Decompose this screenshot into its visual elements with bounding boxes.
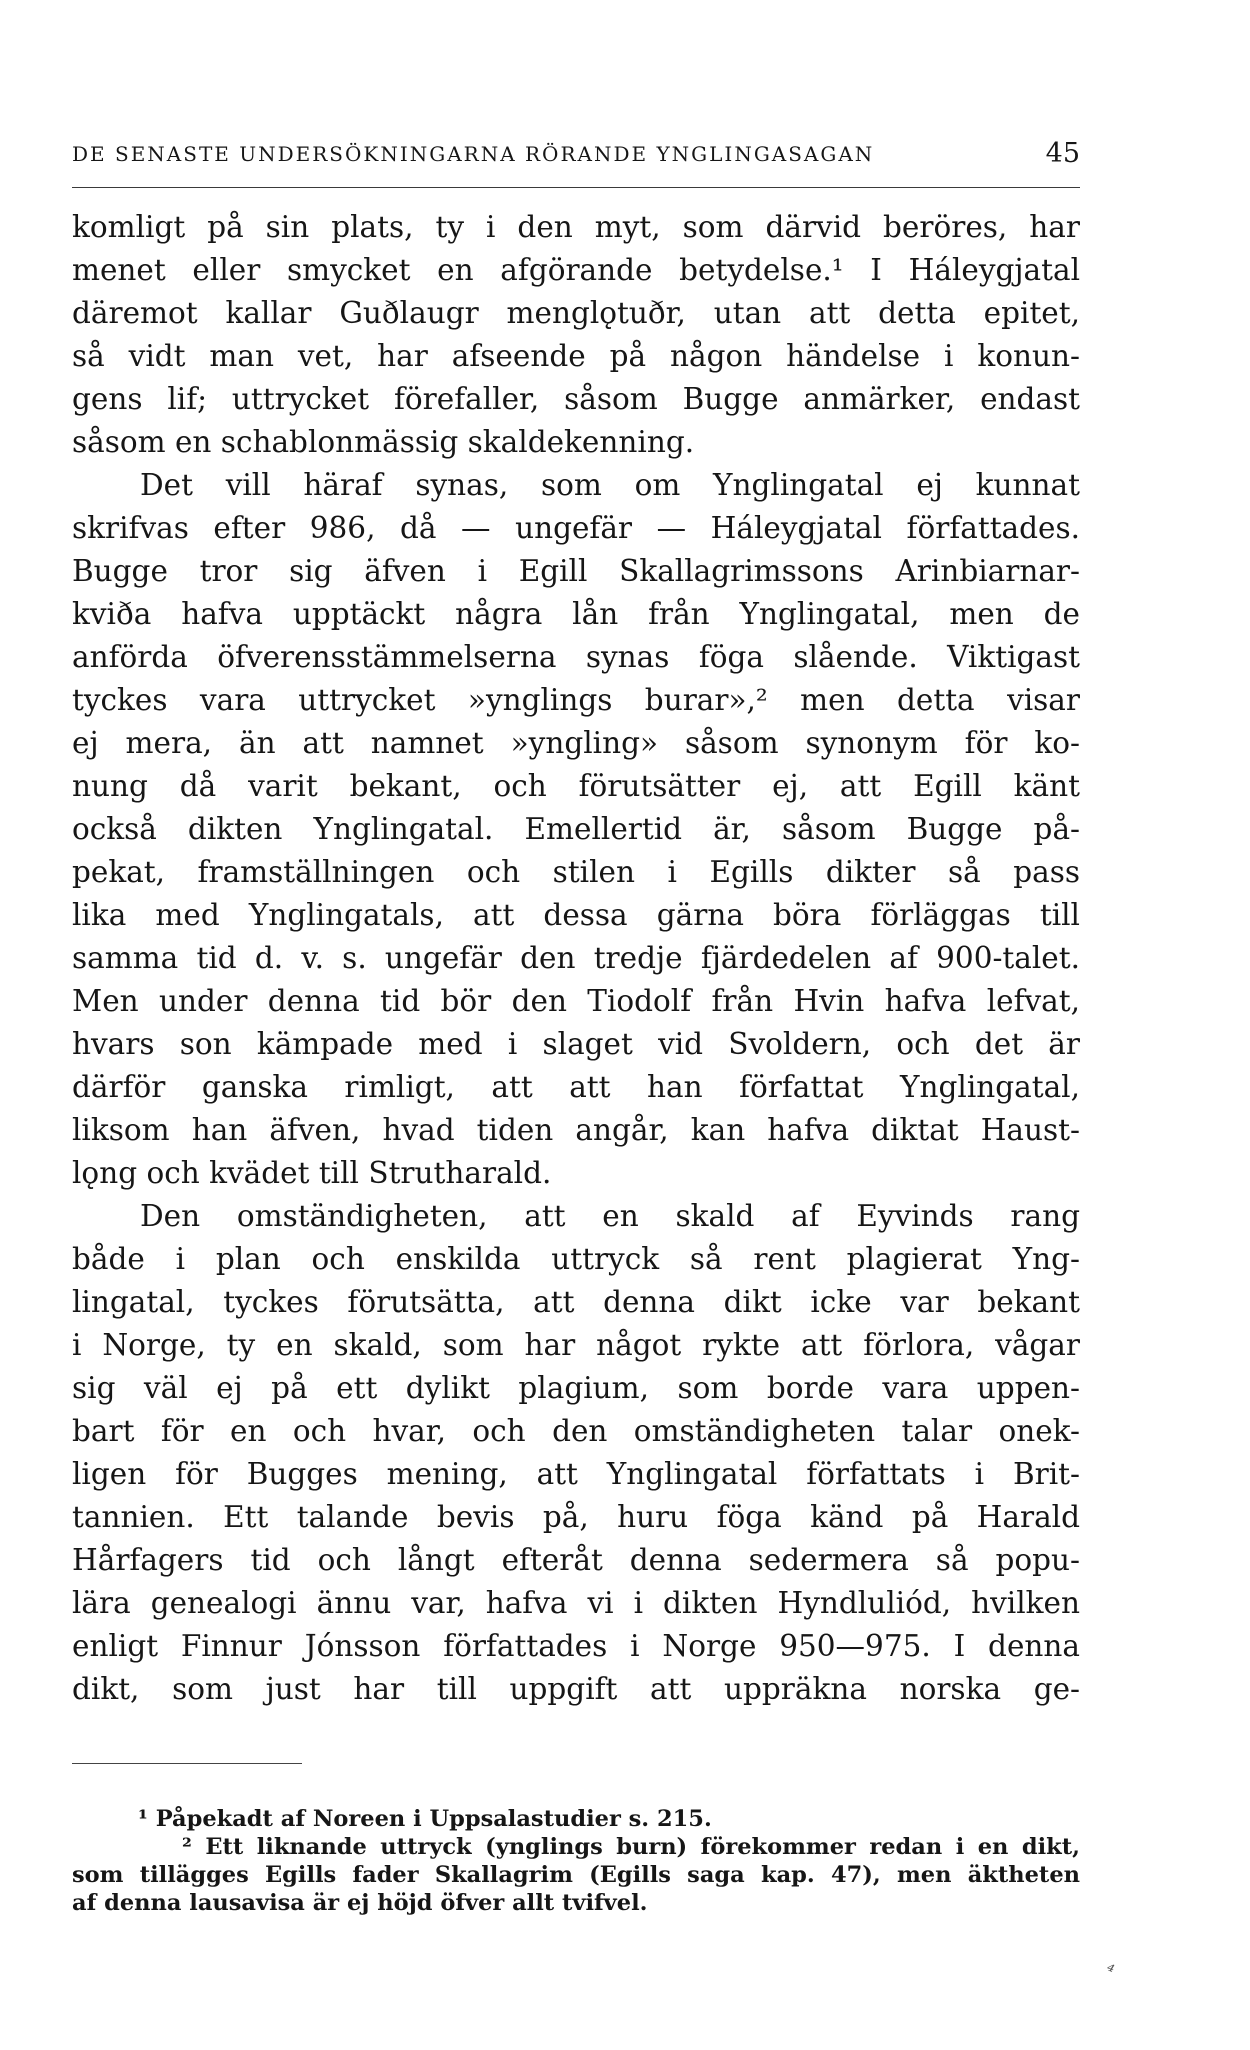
footnote-2-continued: af denna lausavisa är ej höjd öfver allt tvifvel.: [72, 1890, 648, 1916]
text-line: sig väl ej på ett dylikt plagium, som borde vara uppen-: [72, 1371, 1080, 1405]
footnote-1: ¹ Påpekadt af Noreen i Uppsalastudier s. 215.: [138, 1806, 712, 1832]
text-line: också dikten Ynglingatal. Emellertid är, såsom Bugge på-: [72, 812, 1080, 846]
corner-pencil-mark: ⁴: [1102, 1960, 1117, 1983]
text-line: dikt, som just har till uppgift att uppräkna norska ge-: [72, 1672, 1080, 1706]
text-line: nung då varit bekant, och förutsätter ej, att Egill känt: [72, 769, 1080, 803]
text-line: tannien. Ett talande bevis på, huru föga känd på Harald: [72, 1500, 1080, 1534]
text-line: lära genealogi ännu var, hafva vi i dikten Hyndluliód, hvilken: [72, 1586, 1080, 1620]
text-line: komligt på sin plats, ty i den myt, som därvid beröres, har: [72, 210, 1080, 244]
footnote-2-continued: som tillägges Egills fader Skallagrim (Egills saga kap. 47), men äktheten: [72, 1862, 1080, 1888]
text-line: Hårfagers tid och långt efteråt denna sedermera så popu-: [72, 1543, 1080, 1577]
text-line: anförda öfverensstämmelserna synas föga slående. Viktigast: [72, 640, 1080, 674]
text-line: pekat, framställningen och stilen i Egills dikter så pass: [72, 855, 1080, 889]
text-line: Men under denna tid bör den Tiodolf från Hvin hafva lefvat,: [72, 984, 1080, 1018]
footnotes: [72, 1805, 1080, 1917]
footnote-2: ² Ett liknande uttryck (ynglings burn) förekommer redan i en dikt,: [182, 1834, 1080, 1860]
text-line: lika med Ynglingatals, att dessa gärna böra förläggas till: [72, 898, 1080, 932]
text-line: i Norge, ty en skald, som har något rykte att förlora, vågar: [72, 1328, 1080, 1362]
text-line: både i plan och enskilda uttryck så rent plagierat Yng-: [72, 1242, 1080, 1276]
text-line: ej mera, än att namnet »yngling» såsom synonym för ko-: [72, 726, 1080, 760]
text-line: bart för en och hvar, och den omständigheten talar onek-: [72, 1414, 1080, 1448]
text-line: däremot kallar Guðlaugr menglǫtuðr, utan att detta epitet,: [72, 296, 1080, 330]
text-line: menet eller smycket en afgörande betydelse.¹ I Háleygjatal: [72, 253, 1080, 287]
text-line: därför ganska rimligt, att att han författat Ynglingatal,: [72, 1070, 1080, 1104]
text-line: lingatal, tyckes förutsätta, att denna dikt icke var bekant: [72, 1285, 1080, 1319]
body-text: [72, 206, 1080, 1711]
book-page: [72, 0, 1080, 2050]
text-line: kviða hafva upptäckt några lån från Ynglingatal, men de: [72, 597, 1080, 631]
page-number: 45: [1045, 138, 1080, 169]
text-line: samma tid d. v. s. ungefär den tredje fjärdedelen af 900-talet.: [72, 941, 1080, 975]
text-line: gens lif; uttrycket förefaller, såsom Bugge anmärker, endast: [72, 382, 1080, 416]
paragraph-start-line: Det vill häraf synas, som om Ynglingatal ej kunnat: [140, 468, 1080, 502]
header-rule: [72, 187, 1080, 188]
text-line: Bugge tror sig äfven i Egill Skallagrimssons Arinbiarnar-: [72, 554, 1080, 588]
footnote-rule: [72, 1763, 302, 1764]
text-line: skrifvas efter 986, då — ungefär — Háleygjatal författades.: [72, 511, 1080, 545]
text-line: så vidt man vet, har afseende på någon händelse i konun-: [72, 339, 1080, 373]
running-head-title: DE SENASTE UNDERSÖKNINGARNA RÖRANDE YNGLINGASAGAN: [72, 142, 875, 166]
paragraph-start-line: Den omständigheten, att en skald af Eyvinds rang: [140, 1199, 1080, 1233]
text-line: lǫng och kvädet till Strutharald.: [72, 1156, 552, 1190]
text-line: såsom en schablonmässig skaldekenning.: [72, 425, 695, 459]
text-line: liksom han äfven, hvad tiden angår, kan hafva diktat Haust-: [72, 1113, 1080, 1147]
text-line: hvars son kämpade med i slaget vid Svoldern, och det är: [72, 1027, 1080, 1061]
text-line: ligen för Bugges mening, att Ynglingatal författats i Brit-: [72, 1457, 1080, 1491]
running-head: [72, 138, 1080, 172]
text-line: enligt Finnur Jónsson författades i Norge 950—975. I denna: [72, 1629, 1080, 1663]
text-line: tyckes vara uttrycket »ynglings burar»,² men detta visar: [72, 683, 1080, 717]
